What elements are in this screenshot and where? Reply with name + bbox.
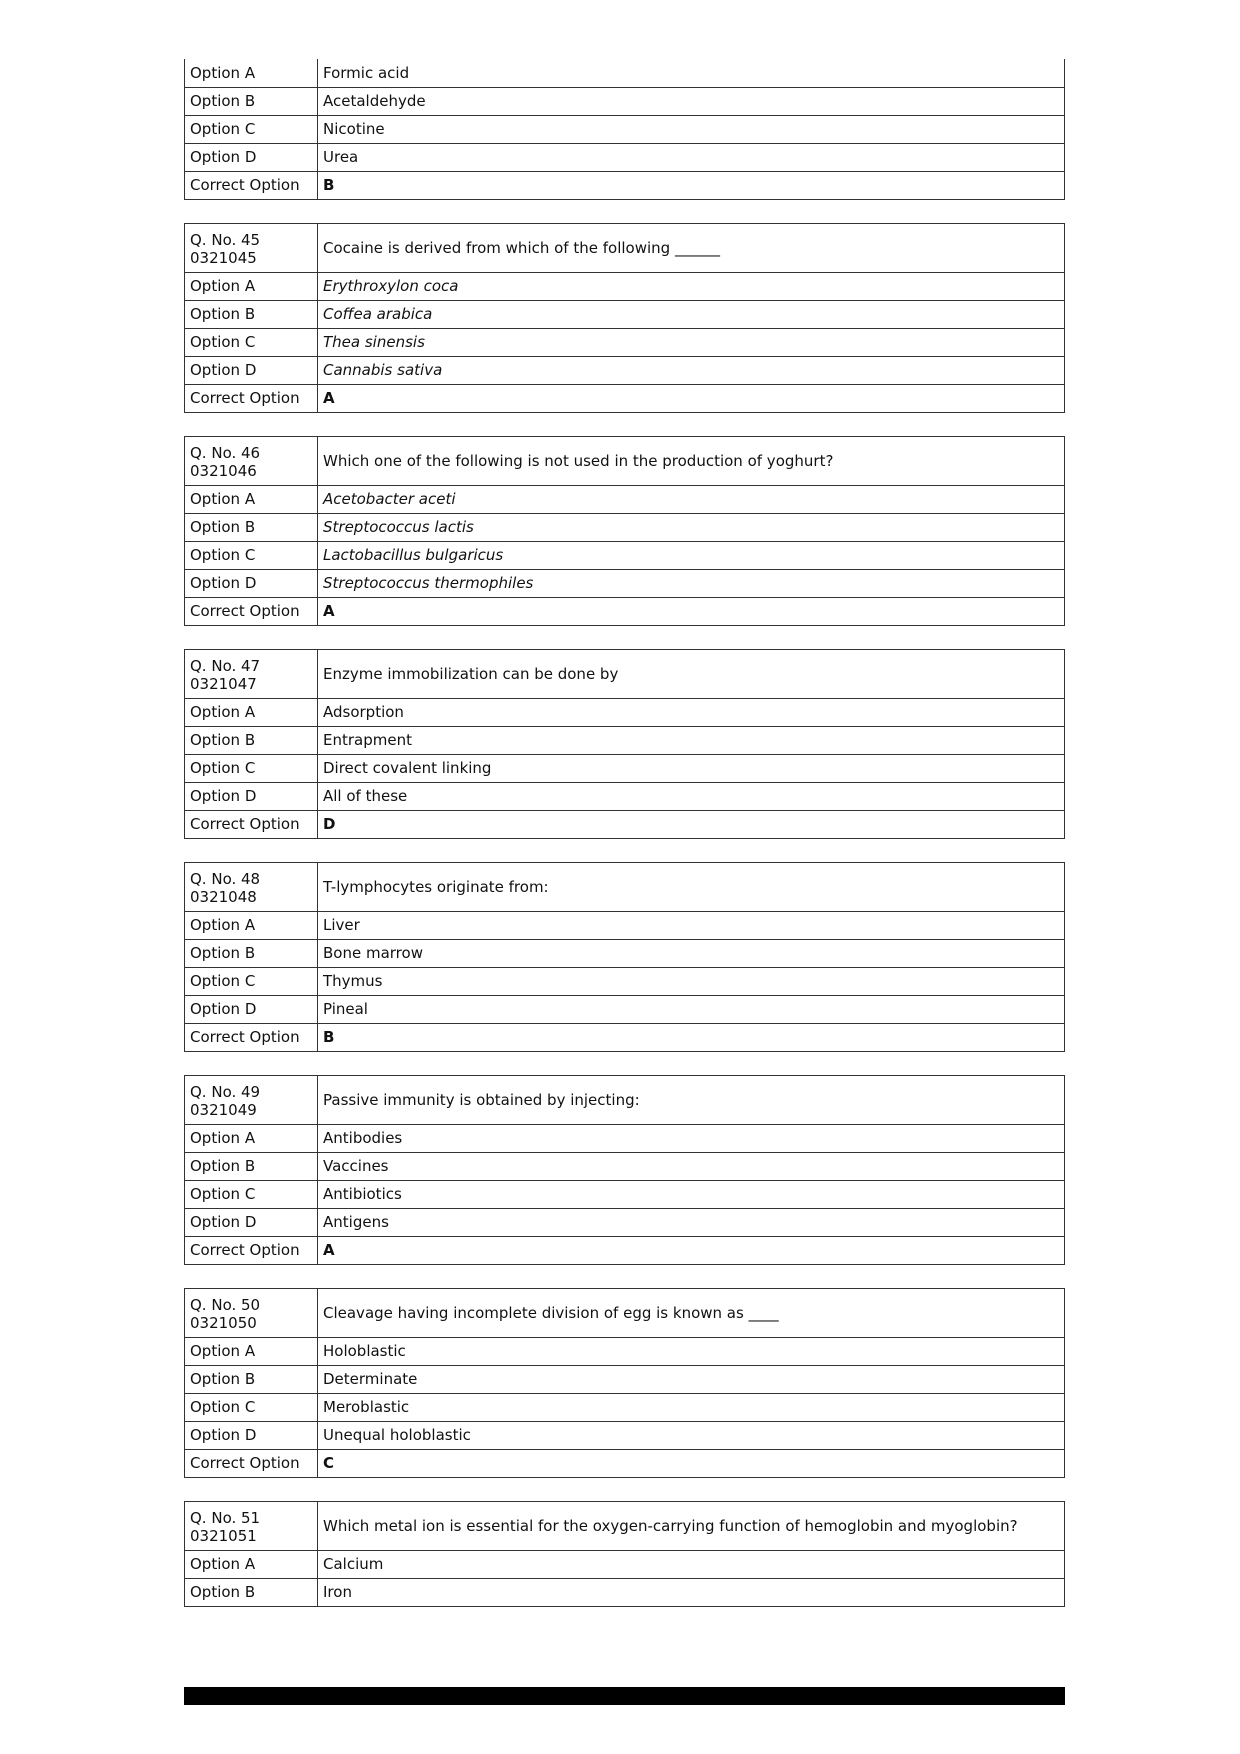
option-label: Option A	[185, 59, 318, 87]
question-number: Q. No. 46	[190, 443, 261, 462]
option-row	[185, 1365, 1065, 1393]
option-text: Erythroxylon coca	[318, 272, 1065, 300]
question-block-48	[184, 862, 1065, 1052]
correct-option-row	[185, 1449, 1065, 1477]
option-label: Option B	[185, 726, 318, 754]
option-row	[185, 726, 1065, 754]
option-row	[185, 1180, 1065, 1208]
option-row	[185, 59, 1065, 87]
option-text: Streptococcus thermophiles	[318, 569, 1065, 597]
correct-option-row	[185, 810, 1065, 838]
option-row	[185, 967, 1065, 995]
option-row	[185, 911, 1065, 939]
page-bottom-bar	[184, 1687, 1065, 1705]
option-row	[185, 569, 1065, 597]
option-row	[185, 328, 1065, 356]
option-text: Meroblastic	[318, 1393, 1065, 1421]
question-row	[185, 1501, 1065, 1550]
question-number-cell	[185, 1288, 318, 1337]
option-label: Option B	[185, 300, 318, 328]
option-text: Cannabis sativa	[318, 356, 1065, 384]
option-label: Option D	[185, 1208, 318, 1236]
option-label: Option D	[185, 143, 318, 171]
question-block-45	[184, 223, 1065, 413]
question-block-44	[184, 59, 1065, 200]
option-label: Option C	[185, 541, 318, 569]
question-text: Enzyme immobilization can be done by	[318, 649, 1065, 698]
correct-option-value: D	[318, 810, 1065, 838]
option-text: All of these	[318, 782, 1065, 810]
option-text: Streptococcus lactis	[318, 513, 1065, 541]
question-id: 0321045	[190, 248, 257, 267]
correct-option-label: Correct Option	[185, 597, 318, 625]
option-text: Urea	[318, 143, 1065, 171]
question-text: Which metal ion is essential for the oxygen-carrying function of hemoglobin and myoglobin?	[318, 1501, 1065, 1550]
option-row	[185, 995, 1065, 1023]
option-row	[185, 87, 1065, 115]
question-row	[185, 223, 1065, 272]
question-row	[185, 1075, 1065, 1124]
option-label: Option B	[185, 87, 318, 115]
option-label: Option A	[185, 1124, 318, 1152]
option-text: Liver	[318, 911, 1065, 939]
correct-option-label: Correct Option	[185, 171, 318, 199]
question-text: Cocaine is derived from which of the following ______	[318, 223, 1065, 272]
question-text: Which one of the following is not used in the production of yoghurt?	[318, 436, 1065, 485]
option-row	[185, 1421, 1065, 1449]
option-text: Vaccines	[318, 1152, 1065, 1180]
option-text: Holoblastic	[318, 1337, 1065, 1365]
question-text: T-lymphocytes originate from:	[318, 862, 1065, 911]
correct-option-value: B	[318, 1023, 1065, 1051]
question-block-46	[184, 436, 1065, 626]
option-text: Antibiotics	[318, 1180, 1065, 1208]
question-number-cell	[185, 1501, 318, 1550]
question-block-51	[184, 1501, 1065, 1607]
option-row	[185, 1337, 1065, 1365]
option-text: Determinate	[318, 1365, 1065, 1393]
question-id: 0321050	[190, 1313, 257, 1332]
option-text: Unequal holoblastic	[318, 1421, 1065, 1449]
correct-option-row	[185, 1023, 1065, 1051]
option-label: Option B	[185, 1152, 318, 1180]
question-number: Q. No. 50	[190, 1295, 261, 1314]
option-row	[185, 1578, 1065, 1606]
option-text: Entrapment	[318, 726, 1065, 754]
option-text: Thea sinensis	[318, 328, 1065, 356]
option-row	[185, 939, 1065, 967]
question-number-cell	[185, 223, 318, 272]
option-text: Coffea arabica	[318, 300, 1065, 328]
question-id: 0321047	[190, 674, 257, 693]
option-label: Option D	[185, 569, 318, 597]
option-label: Option C	[185, 754, 318, 782]
correct-option-label: Correct Option	[185, 1236, 318, 1264]
correct-option-value: B	[318, 171, 1065, 199]
question-number-cell	[185, 1075, 318, 1124]
option-label: Option C	[185, 328, 318, 356]
option-label: Option A	[185, 485, 318, 513]
option-label: Option B	[185, 513, 318, 541]
question-number-cell	[185, 862, 318, 911]
option-text: Direct covalent linking	[318, 754, 1065, 782]
option-row	[185, 698, 1065, 726]
option-text: Acetaldehyde	[318, 87, 1065, 115]
option-row	[185, 1208, 1065, 1236]
correct-option-value: A	[318, 1236, 1065, 1264]
option-row	[185, 272, 1065, 300]
option-label: Option D	[185, 1421, 318, 1449]
option-label: Option D	[185, 782, 318, 810]
option-row	[185, 485, 1065, 513]
question-id: 0321051	[190, 1526, 257, 1545]
correct-option-row	[185, 171, 1065, 199]
option-text: Calcium	[318, 1550, 1065, 1578]
option-label: Option C	[185, 1180, 318, 1208]
question-row	[185, 436, 1065, 485]
question-row	[185, 1288, 1065, 1337]
question-number: Q. No. 51	[190, 1508, 261, 1527]
option-label: Option A	[185, 272, 318, 300]
correct-option-label: Correct Option	[185, 384, 318, 412]
option-label: Option B	[185, 1578, 318, 1606]
correct-option-value: A	[318, 384, 1065, 412]
question-block-50	[184, 1288, 1065, 1478]
correct-option-row	[185, 1236, 1065, 1264]
option-label: Option A	[185, 698, 318, 726]
question-row	[185, 862, 1065, 911]
option-row	[185, 541, 1065, 569]
option-text: Thymus	[318, 967, 1065, 995]
correct-option-label: Correct Option	[185, 1023, 318, 1051]
correct-option-label: Correct Option	[185, 810, 318, 838]
correct-option-label: Correct Option	[185, 1449, 318, 1477]
option-text: Antigens	[318, 1208, 1065, 1236]
option-text: Pineal	[318, 995, 1065, 1023]
option-text: Bone marrow	[318, 939, 1065, 967]
option-text: Nicotine	[318, 115, 1065, 143]
question-text: Passive immunity is obtained by injecting:	[318, 1075, 1065, 1124]
correct-option-row	[185, 597, 1065, 625]
question-row	[185, 649, 1065, 698]
option-label: Option A	[185, 911, 318, 939]
question-number-cell	[185, 436, 318, 485]
correct-option-value: A	[318, 597, 1065, 625]
option-row	[185, 356, 1065, 384]
question-number: Q. No. 45	[190, 230, 261, 249]
question-text: Cleavage having incomplete division of egg is known as ____	[318, 1288, 1065, 1337]
option-row	[185, 143, 1065, 171]
option-text: Adsorption	[318, 698, 1065, 726]
option-text: Acetobacter aceti	[318, 485, 1065, 513]
option-label: Option A	[185, 1550, 318, 1578]
option-row	[185, 115, 1065, 143]
question-block-49	[184, 1075, 1065, 1265]
question-id: 0321046	[190, 461, 257, 480]
option-row	[185, 513, 1065, 541]
question-number-cell	[185, 649, 318, 698]
option-row	[185, 1550, 1065, 1578]
option-label: Option B	[185, 1365, 318, 1393]
question-id: 0321049	[190, 1100, 257, 1119]
question-number: Q. No. 48	[190, 869, 261, 888]
question-sheet	[184, 59, 1065, 1630]
correct-option-value: C	[318, 1449, 1065, 1477]
option-row	[185, 754, 1065, 782]
option-text: Antibodies	[318, 1124, 1065, 1152]
question-block-47	[184, 649, 1065, 839]
option-label: Option C	[185, 115, 318, 143]
option-text: Iron	[318, 1578, 1065, 1606]
option-label: Option D	[185, 995, 318, 1023]
option-label: Option A	[185, 1337, 318, 1365]
option-row	[185, 1393, 1065, 1421]
option-row	[185, 1152, 1065, 1180]
question-number: Q. No. 49	[190, 1082, 261, 1101]
question-number: Q. No. 47	[190, 656, 261, 675]
option-row	[185, 782, 1065, 810]
correct-option-row	[185, 384, 1065, 412]
option-label: Option C	[185, 1393, 318, 1421]
option-label: Option C	[185, 967, 318, 995]
option-text: Lactobacillus bulgaricus	[318, 541, 1065, 569]
option-row	[185, 1124, 1065, 1152]
option-text: Formic acid	[318, 59, 1065, 87]
question-id: 0321048	[190, 887, 257, 906]
option-row	[185, 300, 1065, 328]
option-label: Option D	[185, 356, 318, 384]
option-label: Option B	[185, 939, 318, 967]
